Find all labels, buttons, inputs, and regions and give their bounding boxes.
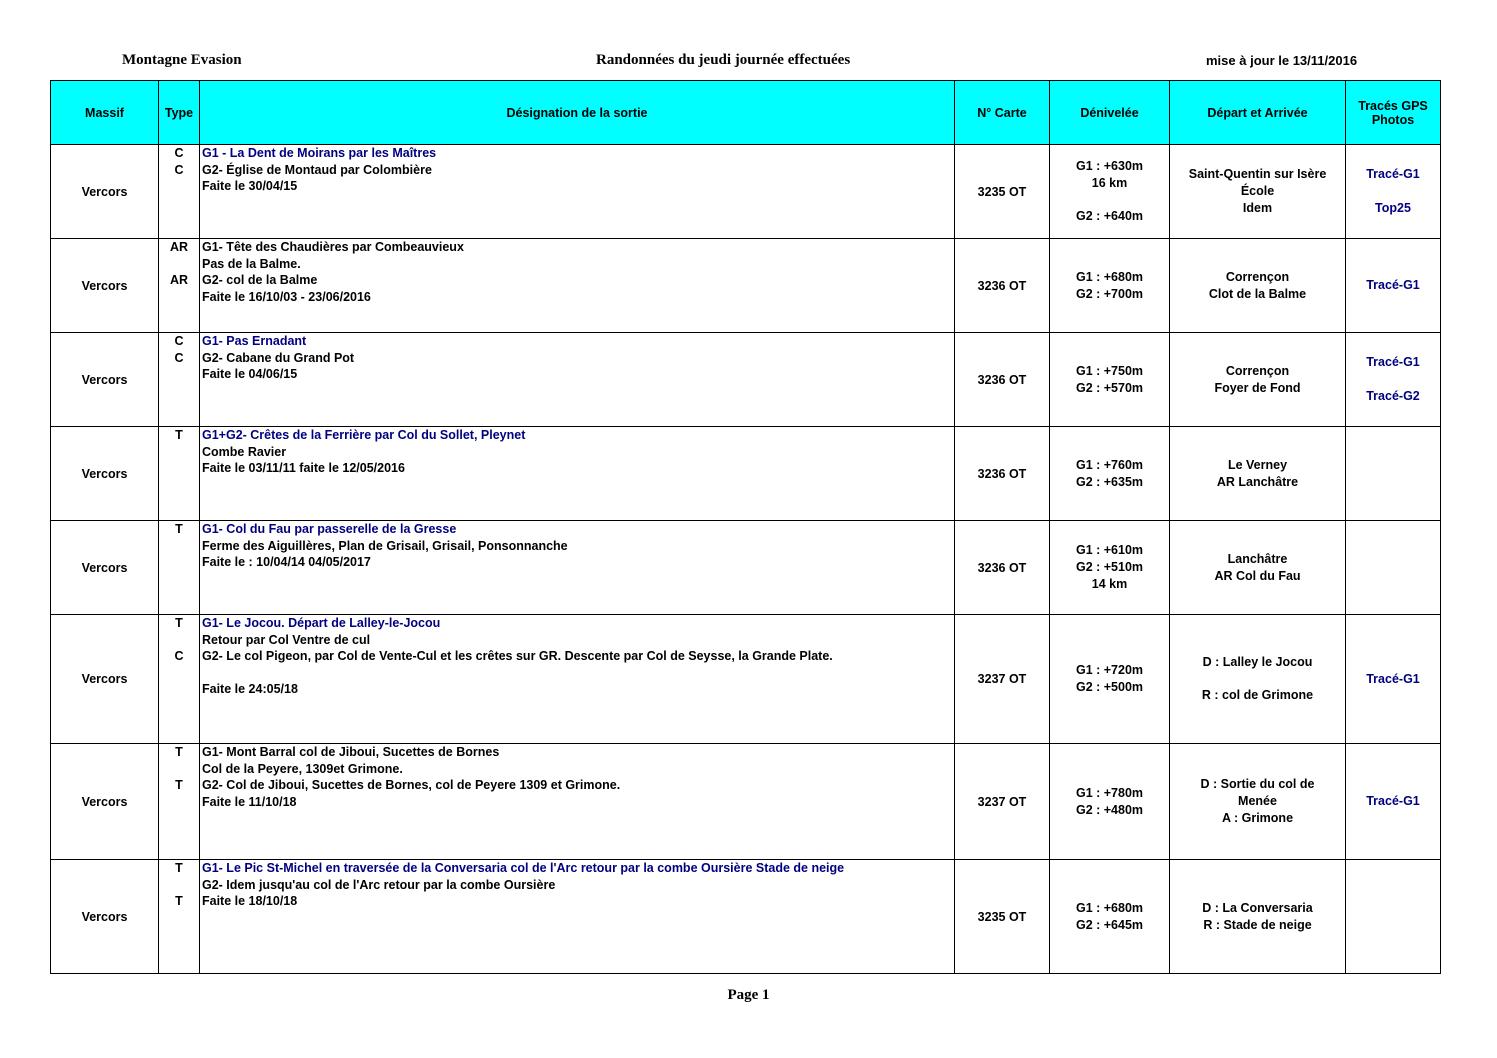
depart-cell xyxy=(1170,333,1346,427)
page-number: Page 1 xyxy=(727,987,770,1003)
denivelee-value: G1 : +760m xyxy=(1075,457,1144,472)
type-cell xyxy=(159,145,200,239)
designation-line: G1- Col du Fau par passerelle de la Gresse xyxy=(202,522,457,536)
denivelee-cell xyxy=(1050,333,1170,427)
type-value xyxy=(161,366,197,383)
type-value xyxy=(161,794,197,811)
denivelee-value: 14 km xyxy=(1091,577,1128,591)
designation-line: Faite le : 10/04/14 04/05/2017 xyxy=(202,555,371,569)
type-value xyxy=(161,910,197,927)
depart-value: Clot de la Balme xyxy=(1208,286,1307,301)
gps-cell xyxy=(1346,744,1441,860)
col-header-designation: Désignation de la sortie xyxy=(200,81,955,145)
col-header-denivelee: Dénivelée xyxy=(1050,81,1170,145)
col-header-gps-line1: Tracés GPS xyxy=(1358,98,1428,113)
designation-line: Pas de la Balme. xyxy=(202,256,301,271)
designation-line: Faite le 18/10/18 xyxy=(202,894,298,908)
gps-cell xyxy=(1346,145,1441,239)
type-value: T xyxy=(175,861,183,875)
depart-value: Corrençon xyxy=(1225,269,1290,284)
designation-cell xyxy=(200,521,955,615)
designation-cell xyxy=(200,239,955,333)
depart-value xyxy=(1172,671,1343,688)
denivelee-value: G1 : +780m xyxy=(1075,785,1144,800)
table-row xyxy=(51,239,1441,333)
designation-line: Combe Ravier xyxy=(202,444,287,459)
document-title: Randonnées du jeudi journée effectuées xyxy=(596,52,851,68)
table-row xyxy=(51,521,1441,615)
col-header-type: Type xyxy=(159,81,200,145)
depart-cell xyxy=(1170,744,1346,860)
type-cell xyxy=(159,615,200,744)
type-value: T xyxy=(175,778,183,792)
depart-value: D : La Conversaria xyxy=(1202,900,1313,915)
table-row xyxy=(51,744,1441,860)
designation-line: G2- Col de Jiboui, Sucettes de Bornes, col de Peyere 1309 et Grimone. xyxy=(202,778,621,792)
update-date: mise à jour le 13/11/2016 xyxy=(1206,53,1358,68)
depart-value: Foyer de Fond xyxy=(1214,380,1301,395)
depart-value: Idem xyxy=(1242,201,1273,215)
massif-cell: Vercors xyxy=(51,239,159,333)
massif-cell: Vercors xyxy=(51,521,159,615)
denivelee-cell xyxy=(1050,744,1170,860)
denivelee-value: G2 : +570m xyxy=(1075,380,1144,395)
designation-line: Faite le 24:05/18 xyxy=(202,682,298,696)
denivelee-value: G1 : +720m xyxy=(1075,663,1144,677)
designation-cell xyxy=(200,427,955,521)
carte-cell: 3236 OT xyxy=(955,521,1050,615)
gps-cell xyxy=(1346,860,1441,974)
designation-line: G1 - La Dent de Moirans par les Maîtres xyxy=(202,146,437,160)
type-value xyxy=(161,256,197,273)
massif-cell: Vercors xyxy=(51,615,159,744)
col-header-gps-line2: Photos xyxy=(1371,112,1415,127)
carte-cell: 3235 OT xyxy=(955,860,1050,974)
denivelee-value: G2 : +700m xyxy=(1075,286,1144,301)
designation-cell xyxy=(200,615,955,744)
denivelee-value: 16 km xyxy=(1091,175,1128,190)
designation-line: G1- Le Jocou. Départ de Lalley-le-Jocou xyxy=(202,616,441,630)
type-cell xyxy=(159,427,200,521)
depart-cell xyxy=(1170,427,1346,521)
col-header-gps xyxy=(1346,81,1441,145)
type-value xyxy=(161,761,197,778)
type-value xyxy=(161,877,197,894)
denivelee-cell xyxy=(1050,860,1170,974)
type-value: T xyxy=(175,428,183,442)
depart-value: D : Lalley le Jocou xyxy=(1202,654,1313,669)
depart-value: R : col de Grimone xyxy=(1201,688,1314,703)
type-value xyxy=(161,681,197,698)
type-cell xyxy=(159,744,200,860)
type-value: AR xyxy=(169,240,189,254)
carte-cell: 3235 OT xyxy=(955,145,1050,239)
header-row xyxy=(51,81,1441,145)
massif-cell: Vercors xyxy=(51,860,159,974)
designation-line: G2- Cabane du Grand Pot xyxy=(202,350,355,365)
type-value: AR xyxy=(169,273,189,287)
designation-line xyxy=(202,665,952,682)
gps-spacer xyxy=(1348,371,1438,388)
gps-spacer xyxy=(1348,183,1438,200)
designation-line: Ferme des Aiguillères, Plan de Grisail, Grisail, Ponsonnanche xyxy=(202,538,568,553)
gps-track-link[interactable]: Tracé-G1 xyxy=(1366,355,1420,370)
massif-cell: Vercors xyxy=(51,427,159,521)
designation-line: G1- Le Pic St-Michel en traversée de la Conversaria col de l'Arc retour par la combe Oursière Stade de neige xyxy=(202,861,845,875)
type-value: C xyxy=(174,350,184,365)
carte-cell: 3236 OT xyxy=(955,239,1050,333)
type-value xyxy=(161,289,197,306)
gps-cell xyxy=(1346,521,1441,615)
gps-track-link[interactable]: Top25 xyxy=(1375,200,1411,215)
denivelee-cell xyxy=(1050,427,1170,521)
gps-cell xyxy=(1346,615,1441,744)
designation-cell xyxy=(200,145,955,239)
designation-cell xyxy=(200,860,955,974)
type-value xyxy=(161,444,197,461)
gps-track-link[interactable]: Tracé-G1 xyxy=(1366,167,1420,182)
depart-value: Saint-Quentin sur Isère xyxy=(1188,167,1327,181)
type-cell xyxy=(159,239,200,333)
designation-line: G2- Le col Pigeon, par Col de Vente-Cul et les crêtes sur GR. Descente par Col de Seysse, la Grande Plate. xyxy=(202,649,833,663)
denivelee-value: G1 : +680m xyxy=(1075,900,1144,915)
organization-name: Montagne Evasion xyxy=(122,52,242,68)
denivelee-value: G1 : +680m xyxy=(1075,269,1144,284)
type-cell xyxy=(159,521,200,615)
depart-value: A : Grimone xyxy=(1221,811,1294,825)
gps-track-link[interactable]: Tracé-G1 xyxy=(1366,671,1420,686)
carte-cell: 3236 OT xyxy=(955,333,1050,427)
designation-line: Col de la Peyere, 1309et Grimone. xyxy=(202,761,403,776)
denivelee-cell xyxy=(1050,615,1170,744)
denivelee-value: G1 : +610m xyxy=(1075,543,1144,557)
designation-cell xyxy=(200,744,955,860)
gps-cell xyxy=(1346,333,1441,427)
designation-line: Faite le 16/10/03 - 23/06/2016 xyxy=(202,289,371,304)
denivelee-value xyxy=(1052,192,1167,209)
type-value: C xyxy=(174,162,184,177)
type-value xyxy=(161,665,197,682)
table-row xyxy=(51,145,1441,239)
denivelee-value: G2 : +500m xyxy=(1075,680,1144,694)
depart-cell xyxy=(1170,615,1346,744)
type-value: T xyxy=(175,745,183,759)
depart-value: Menée xyxy=(1238,794,1277,808)
type-value xyxy=(161,554,197,571)
depart-value: AR Col du Fau xyxy=(1214,568,1301,583)
depart-value: Le Verney xyxy=(1227,457,1288,472)
carte-cell: 3237 OT xyxy=(955,615,1050,744)
designation-line: Faite le 03/11/11 faite le 12/05/2016 xyxy=(202,461,405,475)
designation-line: G2- Église de Montaud par Colombière xyxy=(202,162,432,177)
gps-track-link[interactable]: Tracé-G1 xyxy=(1366,794,1420,808)
denivelee-value: G1 : +750m xyxy=(1075,363,1144,378)
designation-line: G2- Idem jusqu'au col de l'Arc retour par la combe Oursière xyxy=(202,877,556,892)
type-value: C xyxy=(174,334,184,348)
denivelee-value: G2 : +640m xyxy=(1075,209,1144,224)
massif-cell: Vercors xyxy=(51,145,159,239)
designation-line: G2- col de la Balme xyxy=(202,273,318,287)
type-cell xyxy=(159,860,200,974)
gps-track-link[interactable]: Tracé-G1 xyxy=(1366,278,1420,292)
table-row xyxy=(51,615,1441,744)
designation-line: Faite le 04/06/15 xyxy=(202,367,298,381)
designation-line: Faite le 11/10/18 xyxy=(202,794,297,809)
carte-cell: 3236 OT xyxy=(955,427,1050,521)
gps-cell xyxy=(1346,427,1441,521)
type-value: C xyxy=(174,146,184,160)
designation-line: G1+G2- Crêtes de la Ferrière par Col du Sollet, Pleynet xyxy=(202,428,526,442)
designation-line: Retour par Col Ventre de cul xyxy=(202,632,371,647)
depart-cell xyxy=(1170,145,1346,239)
denivelee-cell xyxy=(1050,521,1170,615)
table-row xyxy=(51,427,1441,521)
type-value xyxy=(161,178,197,195)
depart-value: Corrençon xyxy=(1225,363,1290,378)
col-header-massif: Massif xyxy=(51,81,159,145)
col-header-depart: Départ et Arrivée xyxy=(1170,81,1346,145)
designation-line: Faite le 30/04/15 xyxy=(202,179,298,193)
hikes-table xyxy=(50,80,1441,974)
depart-value: École xyxy=(1240,184,1275,198)
denivelee-value: G2 : +645m xyxy=(1075,917,1144,932)
depart-cell xyxy=(1170,521,1346,615)
depart-value: R : Stade de neige xyxy=(1203,917,1312,932)
type-value xyxy=(161,538,197,555)
denivelee-cell xyxy=(1050,239,1170,333)
type-value: T xyxy=(175,616,183,630)
type-value xyxy=(161,460,197,477)
type-cell xyxy=(159,333,200,427)
denivelee-value: G2 : +480m xyxy=(1075,802,1144,817)
designation-cell xyxy=(200,333,955,427)
type-value: T xyxy=(175,894,183,908)
denivelee-value: G2 : +510m xyxy=(1075,560,1144,574)
type-value xyxy=(161,632,197,649)
designation-line: G1- Mont Barral col de Jiboui, Sucettes de Bornes xyxy=(202,745,500,759)
depart-cell xyxy=(1170,239,1346,333)
table-row xyxy=(51,860,1441,974)
denivelee-value: G2 : +635m xyxy=(1075,474,1144,489)
gps-track-link[interactable]: Tracé-G2 xyxy=(1366,388,1420,403)
depart-value: D : Sortie du col de xyxy=(1200,777,1315,791)
col-header-carte: N° Carte xyxy=(955,81,1050,145)
carte-cell: 3237 OT xyxy=(955,744,1050,860)
table-row xyxy=(51,333,1441,427)
type-value: C xyxy=(174,649,184,663)
designation-line: G1- Tête des Chaudières par Combeauvieux xyxy=(202,240,464,254)
depart-value: AR Lanchâtre xyxy=(1216,474,1299,489)
type-value: T xyxy=(175,522,183,536)
depart-value: Lanchâtre xyxy=(1227,551,1288,566)
denivelee-value: G1 : +630m xyxy=(1075,158,1144,173)
massif-cell: Vercors xyxy=(51,744,159,860)
designation-line: G1- Pas Ernadant xyxy=(202,334,307,348)
denivelee-cell xyxy=(1050,145,1170,239)
massif-cell: Vercors xyxy=(51,333,159,427)
gps-cell xyxy=(1346,239,1441,333)
depart-cell xyxy=(1170,860,1346,974)
